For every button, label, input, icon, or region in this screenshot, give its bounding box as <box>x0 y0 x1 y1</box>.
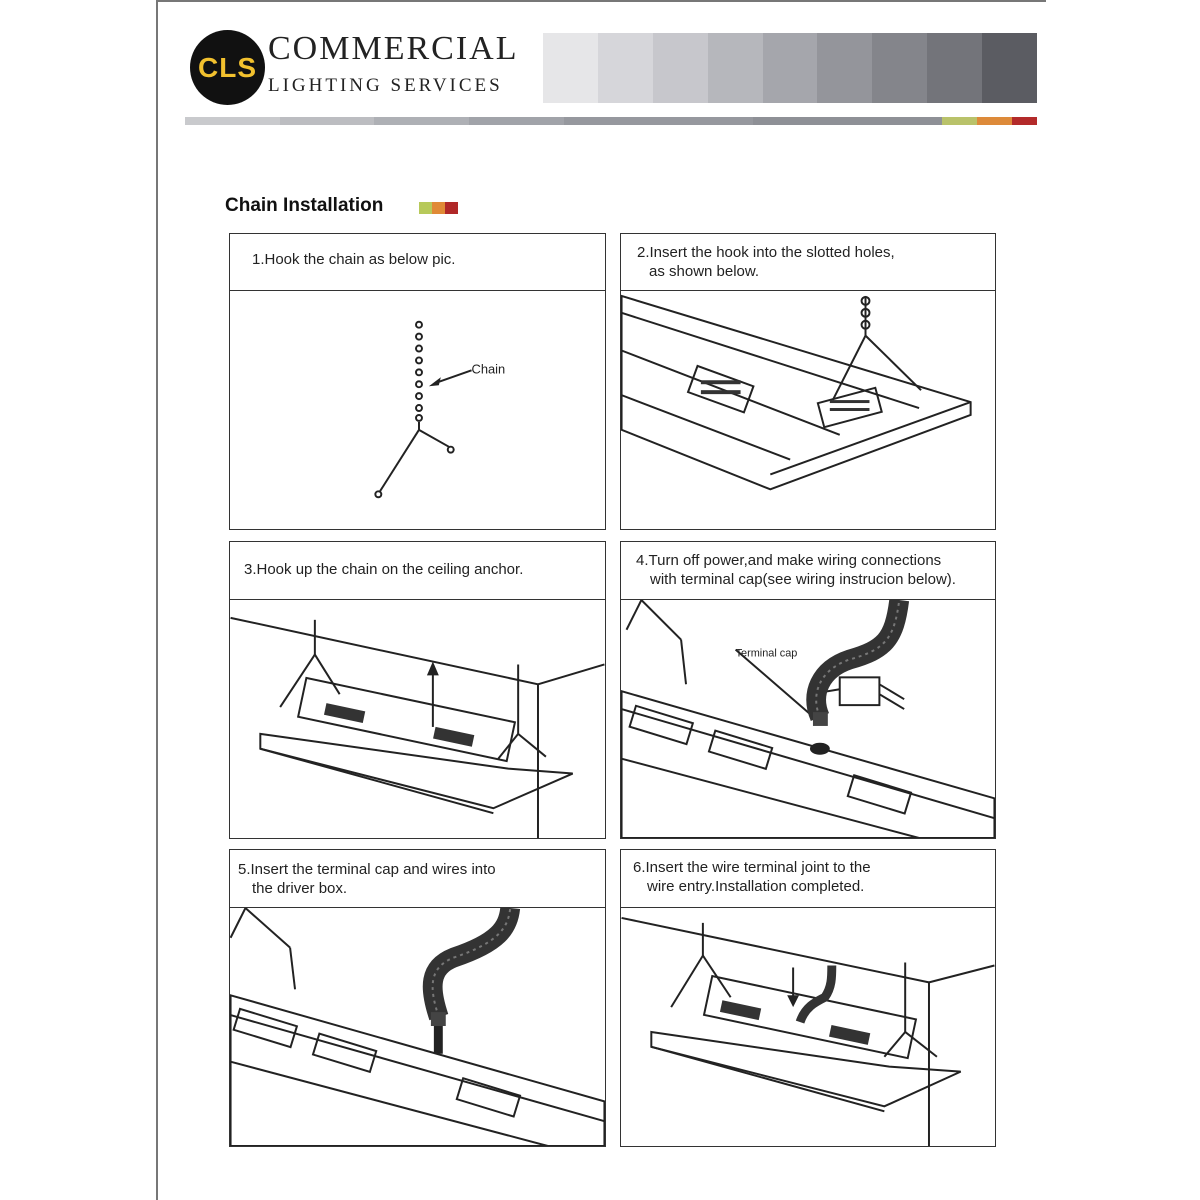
swatch-8 <box>982 33 1037 103</box>
stripe-segment-0 <box>185 117 280 125</box>
header-stripe <box>185 117 1037 125</box>
stripe-segment-7 <box>977 117 1012 125</box>
swatch-2 <box>653 33 708 103</box>
stripe-segment-4 <box>564 117 753 125</box>
step-4-illustration <box>621 600 995 838</box>
stripe-segment-3 <box>469 117 564 125</box>
step-4-caption <box>621 542 995 600</box>
stripe-segment-6 <box>942 117 977 125</box>
swatch-1 <box>598 33 653 103</box>
chain-label: Chain <box>471 361 506 377</box>
step-5-panel <box>229 849 606 1147</box>
page-edge-left <box>156 0 158 1200</box>
step-6-caption <box>621 850 995 908</box>
step-4-panel <box>620 541 996 839</box>
step-1-illustration <box>230 291 605 529</box>
step-3-illustration <box>230 600 605 838</box>
swatch-5 <box>817 33 872 103</box>
stripe-segment-8 <box>1012 117 1037 125</box>
mini-swatch-0 <box>419 202 432 214</box>
mini-swatch-2 <box>445 202 458 214</box>
step-6-line2: wire entry.Installation completed. <box>647 878 865 895</box>
stripe-segment-2 <box>374 117 469 125</box>
step-5-illustration <box>230 908 605 1146</box>
swatch-0 <box>543 33 598 103</box>
swatch-7 <box>927 33 982 103</box>
swatch-4 <box>763 33 818 103</box>
page-edge-top <box>156 0 1046 2</box>
step-3-caption <box>230 542 605 600</box>
step-4-line1: 4.Turn off power,and make wiring connections <box>636 552 942 569</box>
step-2-line1: 2.Insert the hook into the slotted holes, <box>637 244 895 261</box>
step-1-caption <box>230 234 605 291</box>
stripe-segment-5 <box>753 117 942 125</box>
title-color-swatch <box>419 202 458 214</box>
brand-subtitle: LIGHTING SERVICES <box>268 75 503 96</box>
step-5-line1: 5.Insert the terminal cap and wires into <box>238 861 496 878</box>
brand-title: COMMERCIAL <box>268 30 519 67</box>
step-1-line1: 1.Hook the chain as below pic. <box>252 251 456 268</box>
terminal-cap-label: Terminal cap <box>735 647 798 660</box>
step-2-caption <box>621 234 995 291</box>
step-6-illustration <box>621 908 995 1146</box>
mini-swatch-1 <box>432 202 445 214</box>
step-5-line2: the driver box. <box>252 880 348 897</box>
stripe-segment-1 <box>280 117 375 125</box>
step-2-panel <box>620 233 996 530</box>
swatch-3 <box>708 33 763 103</box>
step-6-line1: 6.Insert the wire terminal joint to the <box>633 859 871 876</box>
step-3-panel <box>229 541 606 839</box>
step-3-line1: 3.Hook up the chain on the ceiling anchor. <box>244 561 524 578</box>
step-6-panel <box>620 849 996 1147</box>
step-2-illustration <box>621 291 995 529</box>
section-title: Chain Installation <box>225 195 384 216</box>
step-1-panel <box>229 233 606 530</box>
gray-swatch-bar <box>543 33 1037 103</box>
step-5-caption <box>230 850 605 908</box>
cls-logo: CLS <box>190 30 265 105</box>
swatch-6 <box>872 33 927 103</box>
step-2-line2: as shown below. <box>649 263 760 280</box>
step-4-line2: with terminal cap(see wiring instrucion below). <box>650 571 956 588</box>
